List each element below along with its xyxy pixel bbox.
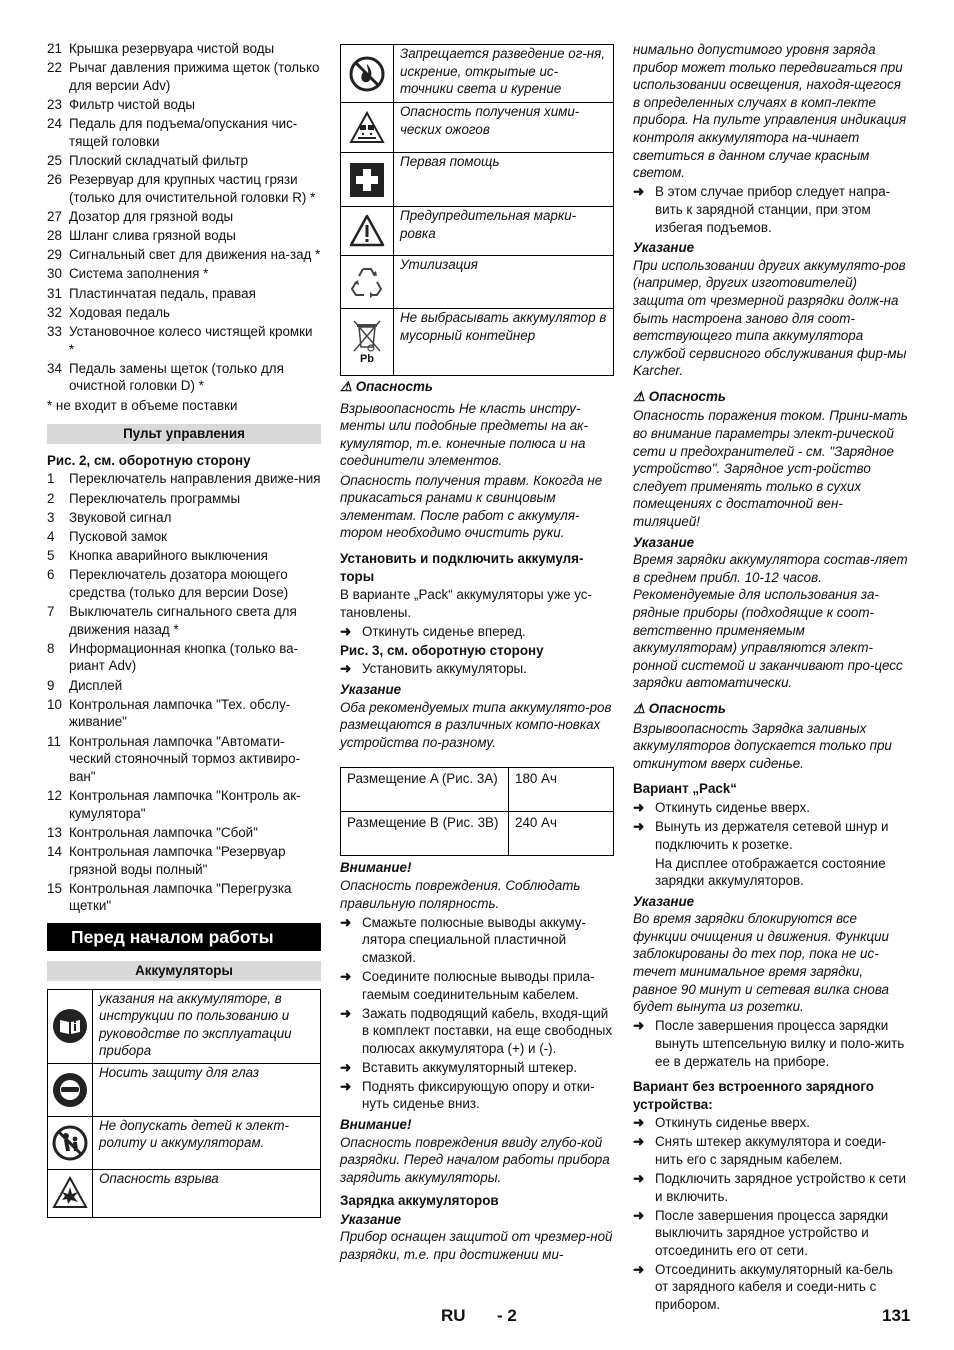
step [633, 1114, 909, 1132]
lead-label: Pb [359, 353, 375, 365]
note-title: Указание [340, 682, 402, 698]
recycling-icon [341, 256, 394, 309]
step [340, 914, 614, 967]
note-title: Указание [340, 1211, 402, 1227]
item-number: 4 [47, 528, 55, 544]
eye-protection-icon [48, 1063, 93, 1116]
step-text: После завершения процесса зарядки выключить зарядное устройство и отсоединить его от сети. [655, 1207, 889, 1258]
footer-language: RU [441, 1306, 466, 1325]
arrow-icon: ➜ [633, 1134, 645, 1150]
symbol-text: Утилизация [394, 256, 614, 309]
step [340, 1059, 614, 1077]
arrow-icon: ➜ [340, 914, 352, 930]
step [340, 1078, 614, 1113]
arrow-icon: ➜ [633, 1261, 645, 1277]
step [633, 818, 909, 853]
symbol-text: Запрещается разведение ог-ня, искрение, открытые ис-точники света и курение [394, 45, 614, 103]
item-number: 1 [47, 471, 55, 487]
warning-icon: ⚠ [340, 379, 353, 394]
danger-title [633, 388, 909, 406]
no-bin-icon [341, 309, 394, 376]
arrow-icon: ➜ [340, 1078, 352, 1094]
item-text: Крышка резервуара чистой воды [69, 41, 275, 56]
item-text: Звуковой сигнал [69, 509, 172, 525]
charging-heading: Зарядка аккумуляторов [340, 1193, 499, 1209]
item-number: 10 [47, 696, 62, 712]
step [633, 1207, 909, 1260]
item-text: Фильтр чистой воды [69, 96, 196, 112]
parts-list [47, 40, 321, 395]
item-text: Переключатель дозатора моющего средства (только для версии Dose) [69, 567, 289, 600]
item-text: Пусковой замок [69, 528, 168, 544]
step-text: Откинуть сиденье вверх. [655, 1115, 811, 1131]
item-number: 24 [47, 116, 62, 132]
column-left [47, 40, 321, 1218]
list-item [47, 603, 321, 638]
symbol-text: указания на аккумуляторе, в инструкции по пользованию и руководстве по эксплуатации прибора [93, 989, 321, 1063]
item-text: Дозатор для грязной воды [69, 208, 234, 224]
install-text: В варианте „Pack“ аккумуляторы уже ус-тановлены. [340, 587, 592, 620]
item-text: Контрольная лампочка "Перегрузка щетки" [69, 880, 292, 914]
control-panel-list [47, 470, 321, 915]
item-text: Педаль для подъема/опускания чис-тящей головки [69, 116, 298, 149]
step-text: Снять штекер аккумулятора и соеди-нить его с зарядным кабелем. [655, 1134, 887, 1167]
symbol-row [341, 207, 614, 256]
no-fire-icon [341, 45, 394, 103]
item-number: 11 [47, 733, 61, 749]
arrow-icon: ➜ [340, 1005, 352, 1021]
item-text: Переключатель направления движе-ния [69, 471, 321, 487]
safety-symbol-table [340, 44, 614, 376]
figure-reference: Рис. 3, см. оборотную сторону [340, 642, 544, 658]
placement-value: 240 Ач [509, 812, 614, 856]
note-text: Оба рекомендуемых типа аккумулято-ров размещаются в различных компо-новках устройства по-разному. [340, 699, 612, 750]
step-text: Соедините полюсные выводы прила-гаемым соединительным кабелем. [362, 969, 595, 1002]
item-text: Контрольная лампочка "Контроль ак-кумулятора" [69, 788, 301, 821]
list-item [47, 285, 321, 303]
list-item [47, 640, 321, 675]
step-text: Вставить аккумуляторный штекер. [362, 1059, 578, 1075]
item-number: 30 [47, 266, 62, 282]
symbol-text: Первая помощь [394, 153, 614, 207]
item-text: Информационная кнопка (только ва-риант Adv) [69, 640, 299, 674]
list-item [47, 490, 321, 508]
placement-label: Размещение B (Рис. 3B) [341, 812, 509, 856]
attention-text: Опасность повреждения. Соблюдать правильную полярность. [340, 878, 581, 911]
column-right [633, 41, 909, 1315]
list-item [47, 824, 321, 842]
item-number: 23 [47, 96, 62, 112]
danger-text: Взрывоопасность Не класть инстру-менты или подобные предметы на ак-кумулятор, т.е. конечные полюса и на соединители элементов. [340, 400, 588, 469]
list-item [47, 547, 321, 565]
list-item [47, 696, 321, 731]
step: ➜ Установить аккумуляторы. [340, 661, 527, 677]
explosion-icon [48, 1169, 93, 1217]
arrow-icon: ➜ [633, 799, 645, 815]
note-title: Указание [633, 240, 695, 256]
note-text: Время зарядки аккумулятора состав-ляет в среднем прибл. 10-12 часов. Рекомендуемые для использования за-рядные приборы (подходящие к соот-ветственно применяемым аккумуляторам) управляются элект-ронной системой и заканчивают про-цесс зарядки автоматически. [633, 552, 908, 691]
display-note: На дисплее отображается состояние зарядки аккумуляторов. [655, 855, 886, 889]
list-item [47, 880, 321, 915]
note-text: При использовании других аккумулято-ров (например, других изготовителей) защита от чрезмерной разрядки долж-на быть настроена заново для соот-ветствующего типа аккумулятора службой сервисного обслуживания фир-мы Karcher. [633, 257, 907, 379]
attention-title: Внимание! [340, 1116, 412, 1132]
item-text: Контрольная лампочка "Резервуар грязной воды полный" [69, 843, 286, 877]
item-number: 12 [47, 788, 62, 803]
attention-title: Внимание! [340, 860, 412, 876]
placement-table [340, 767, 614, 856]
note-text: Во время зарядки блокируются все функции очищения и движения. Функции заблокированы до тех пор, пока не ис-течет минимальное время зарядки, равное 90 минут и сетевая вилка снова будет вынута из розетки. [633, 911, 889, 1015]
step-text: Подключить зарядное устройство к сети и включить. [655, 1170, 907, 1204]
item-text: Дисплей [69, 677, 123, 693]
symbol-row [48, 989, 321, 1063]
danger-title-text: Опасность [648, 388, 726, 404]
item-text: Пластинчатая педаль, правая [69, 285, 256, 301]
item-text: Плоский складчатый фильтр [69, 152, 248, 168]
list-item [47, 208, 321, 226]
item-number: 2 [47, 490, 55, 506]
column-middle [340, 44, 614, 1265]
item-text: Рычаг давления прижима щеток (только для версии Adv) [69, 60, 320, 93]
manual-icon [48, 989, 93, 1063]
item-number: 27 [47, 208, 62, 224]
arrow-icon: ➜ [340, 1059, 352, 1075]
symbol-text: Носить защиту для глаз [93, 1063, 321, 1116]
symbol-row [341, 103, 614, 153]
item-text: Контрольная лампочка "Тех. обслу-живание" [69, 696, 291, 730]
list-item [47, 528, 321, 546]
placement-row [341, 812, 614, 856]
item-text: Переключатель программы [69, 490, 241, 506]
item-number: 34 [47, 360, 62, 376]
note-title: Указание [633, 534, 695, 550]
install-heading: Установить и подключить аккумуля-торы [340, 550, 584, 584]
step-text: Зажать подводящий кабель, входя-щий в комплект поставки, на еще свободных полюсах аккумулятора (+) и (-). [362, 1005, 613, 1056]
symbol-row [48, 1063, 321, 1116]
item-number: 29 [47, 247, 62, 263]
step-text: Отсоединить аккумуляторный ка-бель от зарядного кабеля и соеди-нить с прибором. [655, 1261, 893, 1312]
danger-text: Опасность поражения током. Прини-мать во внимание параметры элект-рической сети и предохранителей - см. "Зарядное устройство". Зарядное уст-ройство следует применять только в сухих помещениях с достаточной вен-тиляцией! [633, 408, 908, 530]
danger-title-text: Опасность [648, 700, 726, 716]
list-item [47, 96, 321, 114]
list-item [47, 152, 321, 170]
item-text: Выключатель сигнального света для движения назад * [69, 604, 297, 637]
battery-symbol-table [47, 989, 321, 1218]
step [633, 799, 909, 817]
item-text: Система заполнения * [69, 266, 209, 282]
step [633, 1261, 909, 1314]
item-text: Шланг слива грязной воды [69, 228, 236, 244]
item-text: Установочное колесо чистящей кромки * [69, 324, 313, 357]
item-number: 14 [47, 843, 62, 859]
symbol-text: Опасность взрыва [93, 1169, 321, 1217]
item-number: 22 [47, 60, 62, 76]
list-item [47, 360, 321, 395]
symbol-row [341, 256, 614, 309]
pack-heading: Вариант „Pack“ [633, 781, 738, 797]
arrow-icon: ➜ [633, 1115, 645, 1131]
attention-text: Опасность повреждения ввиду глубо-кой разрядки. Перед началом работы прибора зарядить аккумуляторы. [340, 1134, 610, 1185]
danger-text: Опасность получения травм. Кокогда не прикасаться ранами к свинцовым элементам. После работ с аккумуля-тором необходимо очистить руки. [340, 472, 603, 541]
item-number: 7 [47, 604, 55, 620]
item-number: 32 [47, 304, 62, 320]
page-number: 131 [882, 1306, 911, 1325]
item-number: 6 [47, 567, 55, 583]
warning-icon: ⚠ [633, 388, 646, 404]
warning-icon: ⚠ [633, 700, 646, 716]
item-number: 31 [47, 285, 62, 301]
symbol-row [48, 1169, 321, 1217]
list-item [47, 115, 321, 150]
item-text: Педаль замены щеток (только для очистной головки D) * [69, 360, 284, 394]
list-item [47, 40, 321, 58]
symbol-text: Не допускать детей к элект-ролиту и аккумуляторам. [93, 1116, 321, 1169]
step: ➜ В этом случае прибор следует напра-вить к зарядной станции, при этом избегая подъемов. [633, 184, 891, 235]
list-item [47, 566, 321, 601]
item-number: 28 [47, 228, 62, 244]
step [340, 1005, 614, 1058]
step: ➜ После завершения процесса зарядки вынуть штепсельную вилку и поло-жить ее в держатель на приборе. [633, 1018, 905, 1069]
control-panel-heading: Пульт управления [47, 424, 321, 444]
list-item [47, 304, 321, 322]
symbol-row [48, 1116, 321, 1169]
steps-list [340, 914, 614, 1113]
item-number: 3 [47, 509, 55, 525]
danger-text: Взрывоопасность Зарядка заливных аккумуляторов допускается только при откинутом вверх сиденье. [633, 720, 892, 771]
list-item [47, 171, 321, 206]
list-item [47, 265, 321, 283]
list-item [47, 509, 321, 527]
steps-list [633, 1114, 909, 1313]
list-item [47, 470, 321, 488]
chapter-heading: Перед началом работы [47, 923, 321, 951]
placement-value: 180 Ач [509, 768, 614, 812]
list-item [47, 323, 321, 358]
list-item [47, 787, 321, 822]
symbol-row [341, 153, 614, 207]
arrow-icon: ➜ [340, 969, 352, 984]
item-number: 9 [47, 677, 55, 693]
symbol-text: Предупредительная марки-ровка [394, 207, 614, 256]
warning-icon [341, 207, 394, 256]
list-item [47, 843, 321, 878]
figure-reference: Рис. 2, см. оборотную сторону [47, 452, 251, 468]
note-title: Указание [633, 893, 695, 909]
list-item [47, 677, 321, 695]
symbol-row [341, 45, 614, 103]
footnote: * не входит в объеме поставки [47, 397, 238, 413]
symbol-row [341, 309, 614, 376]
step-text: Поднять фиксирующую опору и отки-нуть сиденье вниз. [362, 1078, 595, 1112]
item-number: 8 [47, 640, 55, 656]
step [633, 1170, 909, 1205]
footer-section: - 2 [497, 1306, 517, 1325]
item-text: Контрольная лампочка "Сбой" [69, 824, 258, 840]
item-number: 5 [47, 548, 55, 564]
arrow-icon: ➜ [633, 1207, 645, 1223]
placement-row [341, 768, 614, 812]
step-text: Смажьте полюсные выводы аккуму-лятора специальной пластичной смазкой. [362, 914, 586, 966]
danger-title [340, 378, 614, 396]
item-text: Кнопка аварийного выключения [69, 548, 268, 564]
step-text: Вынуть из держателя сетевой шнур и подключить к розетке. [655, 818, 889, 852]
item-text: Сигнальный свет для движения на-зад * [69, 247, 321, 263]
item-text: Контрольная лампочка "Автомати-ческий стояночный тормоз активиро-ван" [69, 733, 301, 784]
step [340, 968, 614, 1003]
item-number: 21 [47, 41, 62, 56]
note-text: Прибор оснащен защитой от чрезмер-ной разрядки, т.е. при достижении ми- [340, 1229, 613, 1263]
symbol-text: Не выбрасывать аккумулятор в мусорный контейнер [394, 309, 614, 376]
item-number: 13 [47, 824, 62, 840]
step [633, 1133, 909, 1168]
symbol-text: Опасность получения хими-ческих ожогов [394, 103, 614, 153]
list-item [47, 246, 321, 264]
step-text: Откинуть сиденье вверх. [655, 799, 811, 815]
continued-text: нимально допустимого уровня заряда прибор может только передвигаться при использовании освещения, находя-щегося в определенных случаях в комп-лекте прибора. На пульте управления индикация контроля аккумулятора на-чинает светиться в данном случае красным светом. [633, 42, 907, 181]
steps-list [633, 799, 909, 853]
list-item [47, 227, 321, 245]
arrow-icon: ➜ [633, 818, 645, 834]
danger-title-text: Опасность [355, 379, 433, 394]
item-number: 15 [47, 880, 62, 896]
item-text: Ходовая педаль [69, 304, 171, 320]
list-item [47, 59, 321, 94]
item-number: 25 [47, 152, 62, 168]
danger-title [633, 700, 909, 718]
item-number: 26 [47, 172, 62, 188]
first-aid-icon [341, 153, 394, 207]
placement-label: Размещение A (Рис. 3A) [341, 768, 509, 812]
no-charger-heading: Вариант без встроенного зарядного устройства: [633, 1079, 874, 1112]
no-children-icon [48, 1116, 93, 1169]
corrosive-icon [341, 103, 394, 153]
step: ➜ Откинуть сиденье вперед. [340, 623, 526, 639]
arrow-icon: ➜ [633, 1170, 645, 1186]
item-text: Резервуар для крупных частиц грязи (только для очистительной головки R) * [69, 172, 316, 205]
batteries-heading: Аккумуляторы [47, 961, 321, 981]
list-item [47, 733, 321, 786]
item-number: 33 [47, 324, 62, 340]
